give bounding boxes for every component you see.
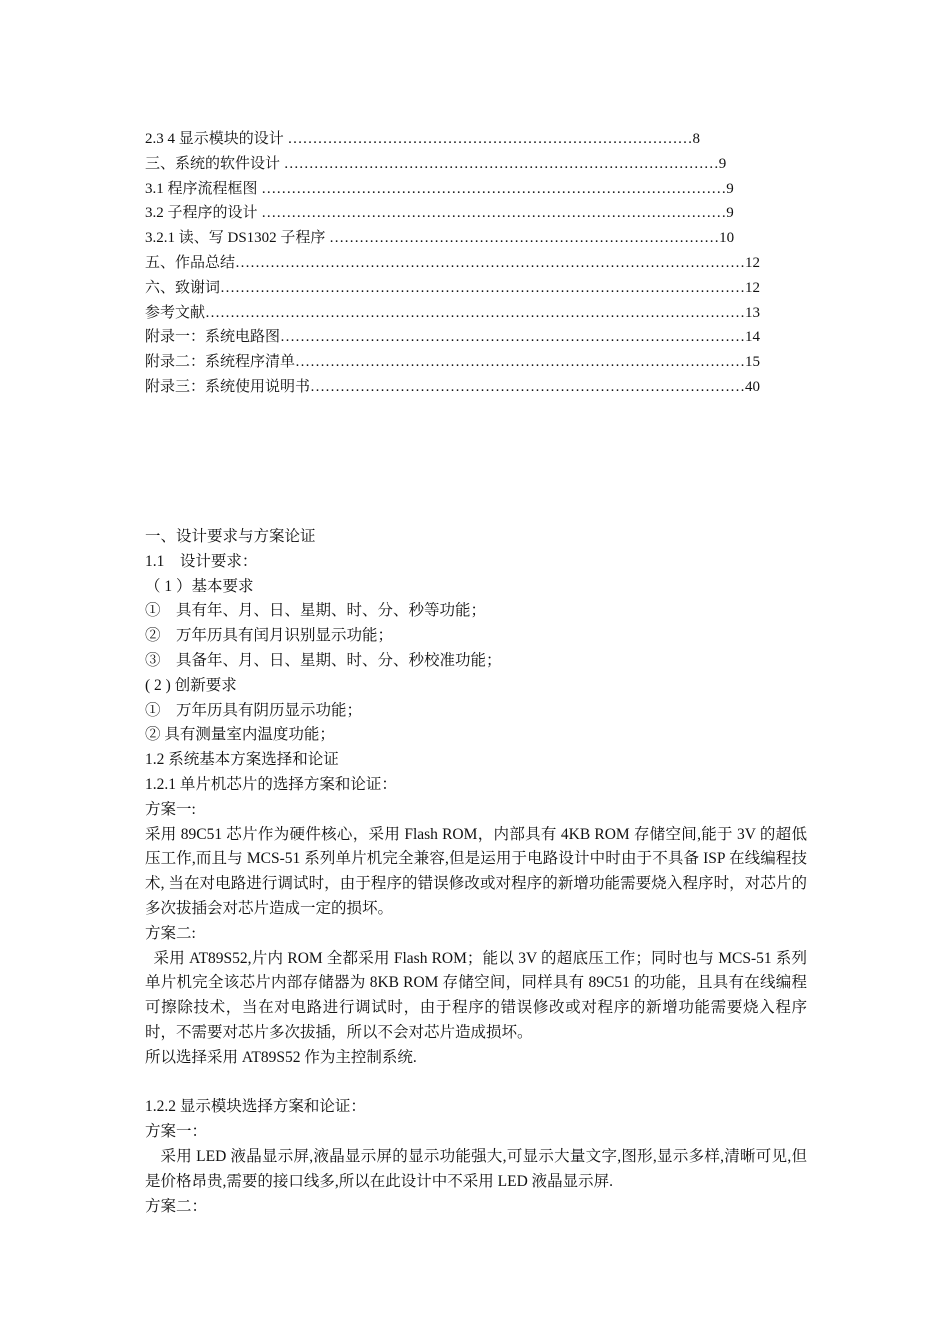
toc-entry[interactable]: 参考文献………………………………………………………………………………………………13 bbox=[145, 304, 761, 321]
list-item: ① 万年历具有阴历显示功能； bbox=[145, 701, 363, 719]
paragraph: 采用 AT89S52,片内 ROM 全都采用 Flash ROM；能以 3V 的超底压工作；同时也与 MCS-51 系列单片机完全该芯片内部存储器为 8KB ROM 存储空间，同样具有 89C51 的功能，且具有在线编程可擦除技术，当在对电路进行调试时，由于程序的错误修改或对程序的新增功能需要烧入程序时，不需要对芯片多次拔插，所以不会对芯片造成损坏。 bbox=[145, 949, 807, 1041]
table-of-contents bbox=[145, 127, 760, 400]
paragraph: 采用 89C51 芯片作为硬件核心，采用 Flash ROM，内部具有 4KB ROM 存储空间,能于 3V 的超低压工作,而且与 MCS-51 系列单片机完全兼容,但是运用于电路设计中时由于不具备 ISP 在线编程技术, 当在对电路进行调试时，由于程序的错误修改或对程序的新增功能需要烧入程序时，对芯片的多次拔插会对芯片造成一定的损坏。 bbox=[145, 825, 807, 917]
toc-entry[interactable]: 五、作品总结…………………………………………………………………………………………12 bbox=[145, 254, 761, 271]
basic-requirements-heading: （ 1 ）基本要求 bbox=[145, 577, 254, 595]
plan-label: 方案二： bbox=[145, 1197, 208, 1215]
document-body bbox=[145, 525, 807, 1219]
list-item: ② 万年历具有闰月识别显示功能； bbox=[145, 627, 394, 645]
plan-label: 方案二: bbox=[145, 924, 196, 942]
toc-entry[interactable]: 三、系统的软件设计 ……………………………………………………………………………9 bbox=[145, 155, 727, 172]
toc-entry[interactable]: 六、致谢词……………………………………………………………………………………………12 bbox=[145, 279, 761, 296]
toc-entry[interactable]: 附录二：系统程序清单………………………………………………………………………………15 bbox=[145, 354, 761, 371]
toc-entry[interactable]: 3.1 程序流程框图 …………………………………………………………………………………9 bbox=[145, 180, 734, 197]
subsection-heading: 1.1 设计要求： bbox=[145, 552, 258, 570]
list-item: ③ 具备年、月、日、星期、时、分、秒校准功能； bbox=[145, 651, 502, 669]
plan-label: 方案一: bbox=[145, 800, 196, 818]
blank-line bbox=[145, 1071, 807, 1096]
conclusion-text: 所以选择采用 AT89S52 作为主控制系统. bbox=[145, 1048, 417, 1066]
paragraph: 采用 LED 液晶显示屏,液晶显示屏的显示功能强大,可显示大量文字,图形,显示多样,清晰可见,但是价格昂贵,需要的接口线多,所以在此设计中不采用 LED 液晶显示屏. bbox=[145, 1147, 807, 1190]
subsection-heading: 1.2.2 显示模块选择方案和论证： bbox=[145, 1098, 366, 1116]
toc-entry[interactable]: 3.2.1 读、写 DS1302 子程序 ……………………………………………………………………10 bbox=[145, 230, 735, 247]
toc-entry[interactable]: 3.2 子程序的设计 …………………………………………………………………………………9 bbox=[145, 205, 734, 222]
section-title: 一、设计要求与方案论证 bbox=[145, 528, 316, 545]
list-item: ① 具有年、月、日、星期、时、分、秒等功能； bbox=[145, 602, 487, 620]
subsection-heading: 1.2.1 单片机芯片的选择方案和论证： bbox=[145, 775, 397, 793]
list-item: ② 具有测量室内温度功能； bbox=[145, 726, 335, 744]
toc-entry[interactable]: 附录一：系统电路图…………………………………………………………………………………14 bbox=[145, 329, 761, 346]
subsection-heading: 1.2 系统基本方案选择和论证 bbox=[145, 751, 339, 769]
plan-label: 方案一： bbox=[145, 1123, 208, 1141]
innovation-requirements-heading: ( 2 ) 创新要求 bbox=[145, 676, 237, 694]
toc-entry[interactable]: 附录三：系统使用说明书……………………………………………………………………………40 bbox=[145, 378, 761, 395]
toc-entry[interactable]: 2.3 4 显示模块的设计 ………………………………………………………………………8 bbox=[145, 131, 701, 147]
